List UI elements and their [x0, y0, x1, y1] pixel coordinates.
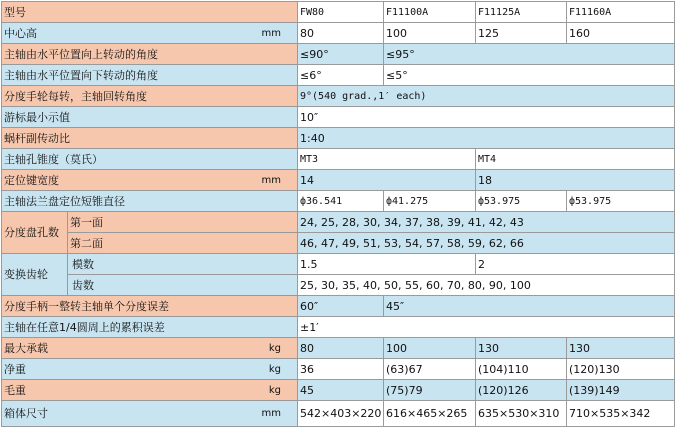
row-vernier: [2, 107, 675, 128]
gross-weight-text: 毛重: [4, 383, 26, 397]
disc-face2-label: 第二面: [68, 233, 298, 254]
disc-face2-value: 46, 47, 49, 51, 53, 54, 57, 58, 59, 62, 66: [298, 233, 675, 254]
box-size-unit: mm: [261, 408, 281, 419]
row-disc-face1: [2, 212, 675, 233]
index-error-others: 45″: [384, 296, 675, 317]
net-weight-f11125a: (104)110: [476, 359, 567, 380]
gross-weight-f11125a: (120)126: [476, 380, 567, 401]
max-load-unit: kg: [268, 342, 281, 354]
disc-face1-value: 24, 25, 28, 30, 34, 37, 38, 39, 41, 42, 43: [298, 212, 675, 233]
key-width-text: 定位键宽度: [4, 173, 59, 187]
key-width-large: 18: [476, 170, 675, 191]
center-height-f11160a: 160: [567, 23, 675, 44]
tilt-up-fw80: ≤90°: [298, 44, 384, 65]
row-index-angle: [2, 86, 675, 107]
row-gross-weight: [2, 380, 675, 401]
key-width-label: [2, 170, 298, 191]
row-gear-teeth: [2, 275, 675, 296]
center-height-fw80: 80: [298, 23, 384, 44]
cumulative-error-label: 主轴在任意1/4圆周上的累积误差: [2, 317, 298, 338]
center-height-f11100a: 100: [384, 23, 476, 44]
row-max-load: [2, 338, 675, 359]
center-height-f11125a: 125: [476, 23, 567, 44]
spindle-taper-small: MT3: [298, 149, 476, 170]
gross-weight-fw80: 45: [298, 380, 384, 401]
box-size-fw80: 542×403×220: [298, 401, 384, 427]
row-center-height: [2, 23, 675, 44]
index-angle-value: 9°(540 grad.,1′ each): [298, 86, 675, 107]
flange-dia-label: 主轴法兰盘定位短锥直径: [2, 191, 298, 212]
gross-weight-f11100a: (75)79: [384, 380, 476, 401]
row-tilt-up: [2, 44, 675, 65]
box-size-f11100a: 616×465×265: [384, 401, 476, 427]
index-error-fw80: 60″: [298, 296, 384, 317]
net-weight-f11160a: (120)130: [567, 359, 675, 380]
disc-holes-label: 分度盘孔数: [2, 212, 68, 254]
specifications-table: [1, 1, 675, 427]
box-size-text: 箱体尺寸: [4, 407, 48, 420]
key-width-unit: mm: [261, 174, 281, 186]
max-load-f11100a: 100: [384, 338, 476, 359]
tilt-down-fw80: ≤6°: [298, 65, 384, 86]
row-cumulative-error: [2, 317, 675, 338]
key-width-small: 14: [298, 170, 476, 191]
spindle-taper-label: 主轴孔锥度（莫氏）: [2, 149, 298, 170]
tilt-up-others: ≤95°: [384, 44, 675, 65]
vernier-value: 10″: [298, 107, 675, 128]
worm-ratio-value: 1:40: [298, 128, 675, 149]
vernier-label: 游标最小示值: [2, 107, 298, 128]
gross-weight-unit: kg: [268, 384, 281, 396]
box-size-f11160a: 710×535×342: [567, 401, 675, 427]
index-error-label: 分度手柄一整转主轴单个分度误差: [2, 296, 298, 317]
net-weight-fw80: 36: [298, 359, 384, 380]
net-weight-unit: kg: [268, 363, 281, 375]
row-flange-dia: [2, 191, 675, 212]
center-height-text: 中心高: [4, 26, 37, 40]
center-height-label: [2, 23, 298, 44]
box-size-f11125a: 635×530×310: [476, 401, 567, 427]
spec-table: [1, 1, 674, 432]
tilt-down-others: ≤5°: [384, 65, 675, 86]
max-load-f11160a: 130: [567, 338, 675, 359]
flange-dia-f11100a: ф41.275: [384, 191, 476, 212]
row-net-weight: [2, 359, 675, 380]
gear-module-large: 2: [476, 254, 675, 275]
model-f11160a: F11160A: [567, 2, 675, 23]
gear-module-label: 模数: [68, 254, 298, 275]
change-gears-label: 变换齿轮: [2, 254, 68, 296]
net-weight-f11100a: (63)67: [384, 359, 476, 380]
center-height-unit: mm: [261, 27, 281, 39]
gear-teeth-label: 齿数: [68, 275, 298, 296]
model-header: 型号: [2, 2, 298, 23]
row-key-width: [2, 170, 675, 191]
gear-module-small: 1.5: [298, 254, 476, 275]
flange-dia-f11160a: ф53.975: [567, 191, 675, 212]
row-tilt-down: [2, 65, 675, 86]
flange-dia-fw80: ф36.541: [298, 191, 384, 212]
max-load-label: [2, 338, 298, 359]
row-disc-face2: [2, 233, 675, 254]
gross-weight-label: [2, 380, 298, 401]
spindle-taper-large: MT4: [476, 149, 675, 170]
row-spindle-taper: [2, 149, 675, 170]
tilt-up-label: 主轴由水平位置向上转动的角度: [2, 44, 298, 65]
disc-face1-label: 第一面: [68, 212, 298, 233]
net-weight-label: [2, 359, 298, 380]
index-angle-label: 分度手轮每转，主轴回转角度: [2, 86, 298, 107]
row-worm-ratio: [2, 128, 675, 149]
header-row: [2, 2, 675, 23]
cumulative-error-value: ±1′: [298, 317, 675, 338]
max-load-text: 最大承载: [4, 341, 48, 355]
model-fw80: FW80: [298, 2, 384, 23]
max-load-f11125a: 130: [476, 338, 567, 359]
worm-ratio-label: 蜗杆副传动比: [2, 128, 298, 149]
flange-dia-f11125a: ф53.975: [476, 191, 567, 212]
box-size-label: [2, 401, 298, 427]
max-load-fw80: 80: [298, 338, 384, 359]
row-box-size: [2, 401, 675, 427]
tilt-down-label: 主轴由水平位置向下转动的角度: [2, 65, 298, 86]
model-f11100a: F11100A: [384, 2, 476, 23]
model-f11125a: F11125A: [476, 2, 567, 23]
row-index-error: [2, 296, 675, 317]
net-weight-text: 净重: [4, 362, 26, 376]
gear-teeth-value: 25, 30, 35, 40, 50, 55, 60, 70, 80, 90, 100: [298, 275, 675, 296]
row-gear-module: [2, 254, 675, 275]
gross-weight-f11160a: (139)149: [567, 380, 675, 401]
